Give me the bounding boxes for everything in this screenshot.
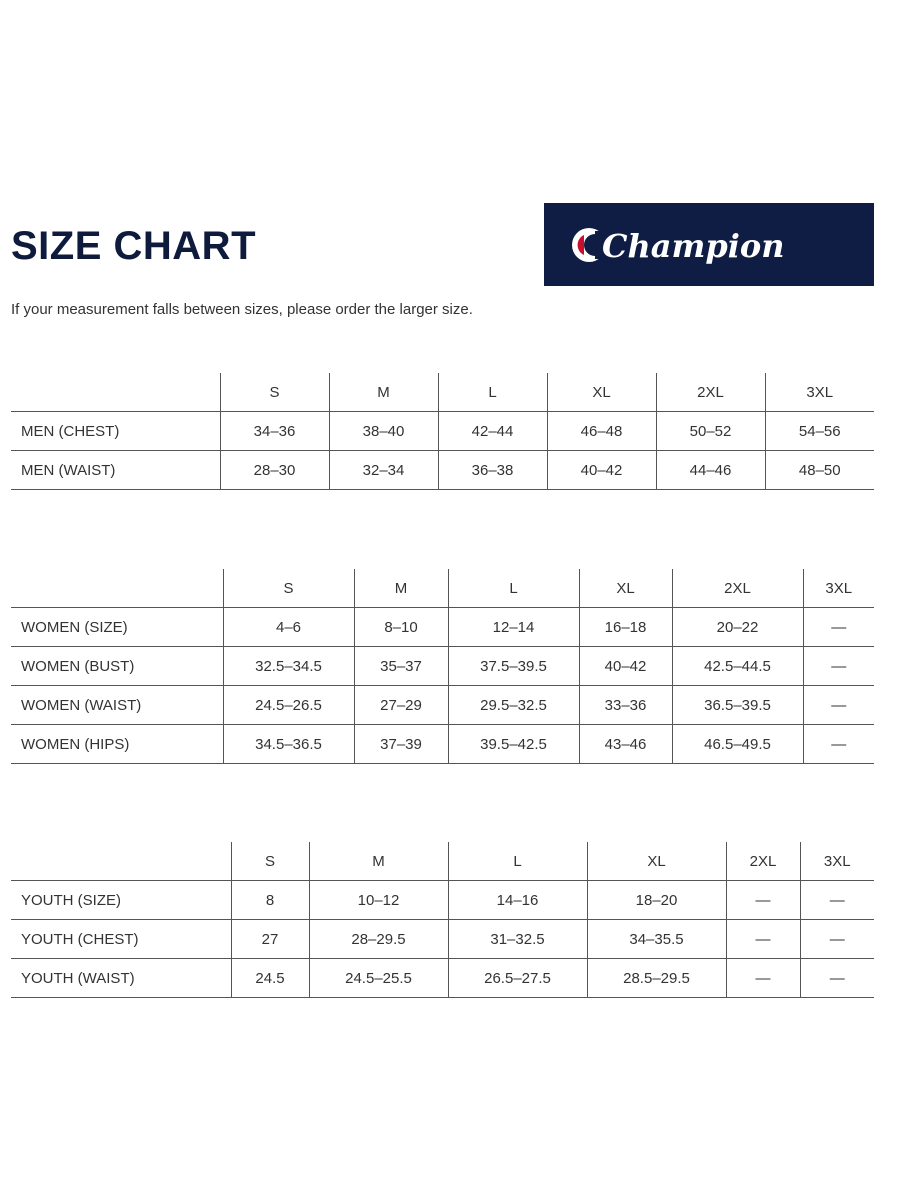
table-cell: 50–52: [656, 412, 765, 451]
champion-c-emblem-icon: [544, 203, 874, 286]
table-cell: 20–22: [672, 608, 803, 647]
row-label: MEN (CHEST): [11, 412, 220, 451]
table-cell: —: [726, 881, 800, 920]
table-cell: 43–46: [579, 725, 672, 764]
column-header: M: [354, 569, 448, 608]
table-cell: —: [726, 959, 800, 998]
column-header: 2XL: [672, 569, 803, 608]
table-cell: —: [803, 608, 874, 647]
table-cell: 24.5: [231, 959, 309, 998]
table-cell: 35–37: [354, 647, 448, 686]
table-header-row: [11, 842, 874, 881]
youth-size-table: [11, 842, 874, 998]
table-cell: 34–35.5: [587, 920, 726, 959]
column-header: 3XL: [800, 842, 874, 881]
table-row: [11, 412, 874, 451]
row-label: YOUTH (CHEST): [11, 920, 231, 959]
table-cell: 37.5–39.5: [448, 647, 579, 686]
page-title: SIZE CHART: [11, 224, 256, 268]
table-cell: —: [726, 920, 800, 959]
column-header: XL: [579, 569, 672, 608]
table-cell: 42–44: [438, 412, 547, 451]
column-header: L: [448, 842, 587, 881]
table-cell: 26.5–27.5: [448, 959, 587, 998]
table-cell: —: [800, 881, 874, 920]
row-label: YOUTH (WAIST): [11, 959, 231, 998]
column-header: M: [329, 373, 438, 412]
column-header: 2XL: [726, 842, 800, 881]
table-cell: 32–34: [329, 451, 438, 490]
table-cell: 32.5–34.5: [223, 647, 354, 686]
row-label: WOMEN (BUST): [11, 647, 223, 686]
header-corner: [11, 569, 223, 608]
row-label: YOUTH (SIZE): [11, 881, 231, 920]
table-cell: 24.5–25.5: [309, 959, 448, 998]
table-cell: 29.5–32.5: [448, 686, 579, 725]
row-label: WOMEN (WAIST): [11, 686, 223, 725]
table-cell: 12–14: [448, 608, 579, 647]
table-cell: 28.5–29.5: [587, 959, 726, 998]
table-cell: 44–46: [656, 451, 765, 490]
table-cell: 37–39: [354, 725, 448, 764]
column-header: L: [448, 569, 579, 608]
table-cell: 14–16: [448, 881, 587, 920]
table-cell: 34–36: [220, 412, 329, 451]
men-size-table: [11, 373, 874, 490]
column-header: S: [220, 373, 329, 412]
table-cell: 46.5–49.5: [672, 725, 803, 764]
column-header: XL: [547, 373, 656, 412]
table-row: [11, 959, 874, 998]
table-cell: 16–18: [579, 608, 672, 647]
table-cell: 42.5–44.5: [672, 647, 803, 686]
table-cell: 40–42: [579, 647, 672, 686]
row-label: WOMEN (HIPS): [11, 725, 223, 764]
table-header-row: [11, 569, 874, 608]
table-cell: 4–6: [223, 608, 354, 647]
table-cell: 40–42: [547, 451, 656, 490]
table-cell: —: [803, 686, 874, 725]
table-cell: 48–50: [765, 451, 874, 490]
table-cell: 34.5–36.5: [223, 725, 354, 764]
header-corner: [11, 842, 231, 881]
sizing-note: If your measurement falls between sizes, please order the larger size.: [11, 301, 473, 318]
column-header: M: [309, 842, 448, 881]
table-cell: 54–56: [765, 412, 874, 451]
table-cell: 10–12: [309, 881, 448, 920]
table-header-row: [11, 373, 874, 412]
table-cell: 31–32.5: [448, 920, 587, 959]
table-row: [11, 725, 874, 764]
table-row: [11, 881, 874, 920]
table-cell: 33–36: [579, 686, 672, 725]
champion-wordmark: Champion: [602, 227, 785, 265]
header-corner: [11, 373, 220, 412]
row-label: MEN (WAIST): [11, 451, 220, 490]
table-cell: 36–38: [438, 451, 547, 490]
table-cell: 18–20: [587, 881, 726, 920]
column-header: XL: [587, 842, 726, 881]
table-cell: —: [803, 725, 874, 764]
table-cell: 8–10: [354, 608, 448, 647]
column-header: 2XL: [656, 373, 765, 412]
table-cell: 38–40: [329, 412, 438, 451]
table-row: [11, 451, 874, 490]
table-cell: 24.5–26.5: [223, 686, 354, 725]
row-label: WOMEN (SIZE): [11, 608, 223, 647]
table-cell: 46–48: [547, 412, 656, 451]
table-cell: 28–30: [220, 451, 329, 490]
table-cell: —: [800, 959, 874, 998]
table-cell: 27: [231, 920, 309, 959]
women-size-table: [11, 569, 874, 764]
column-header: 3XL: [803, 569, 874, 608]
column-header: S: [223, 569, 354, 608]
champion-logo: [544, 203, 874, 286]
table-row: [11, 686, 874, 725]
table-row: [11, 920, 874, 959]
table-cell: 39.5–42.5: [448, 725, 579, 764]
column-header: L: [438, 373, 547, 412]
table-cell: 36.5–39.5: [672, 686, 803, 725]
table-cell: —: [800, 920, 874, 959]
table-cell: —: [803, 647, 874, 686]
column-header: 3XL: [765, 373, 874, 412]
table-row: [11, 647, 874, 686]
table-row: [11, 608, 874, 647]
table-cell: 8: [231, 881, 309, 920]
table-cell: 28–29.5: [309, 920, 448, 959]
table-cell: 27–29: [354, 686, 448, 725]
column-header: S: [231, 842, 309, 881]
